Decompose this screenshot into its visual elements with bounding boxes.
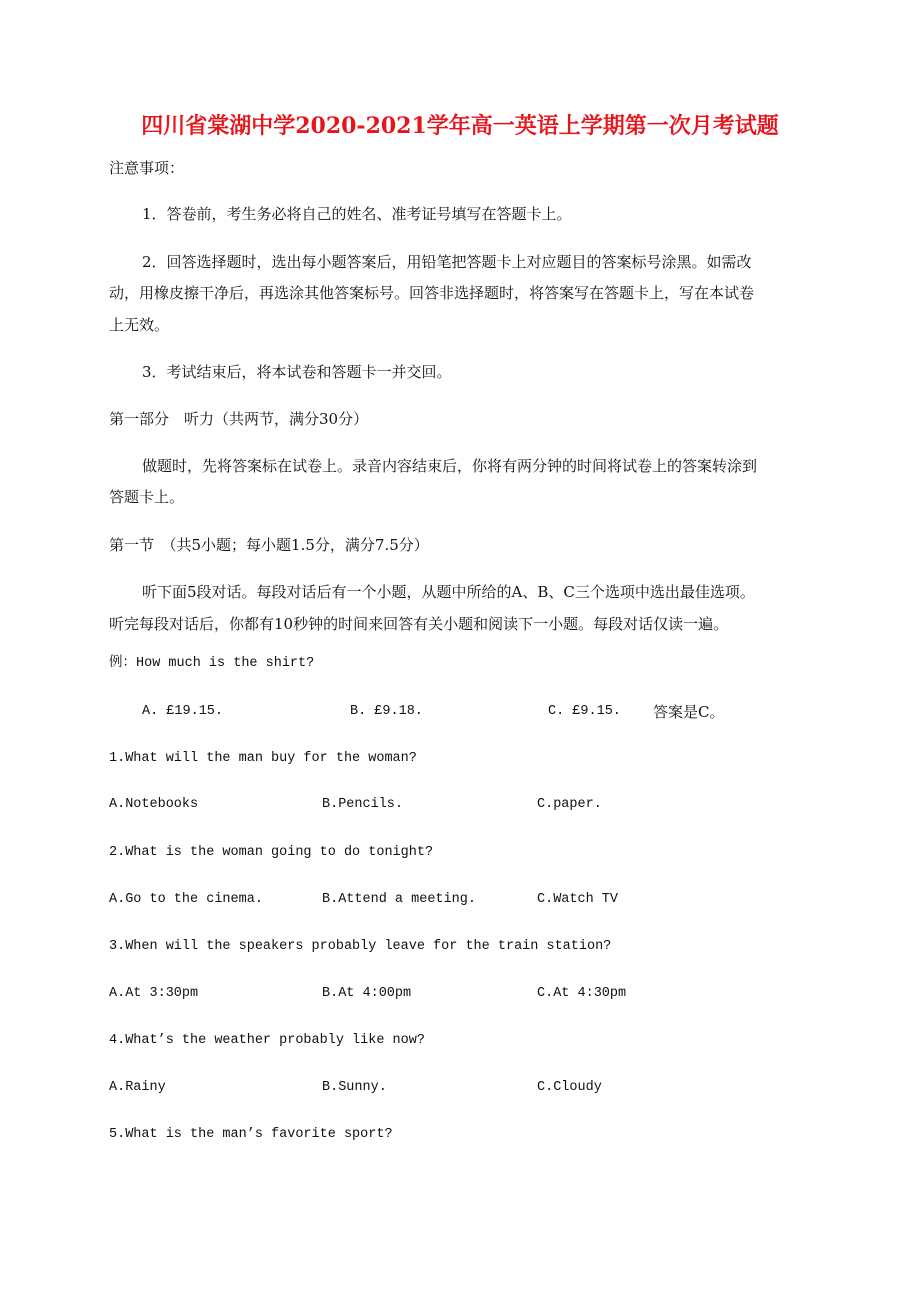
note-2-line-2: 动，用橡皮擦干净后，再选涂其他答案标号。回答非选择题时，将答案写在答题卡上，写在本试卷	[109, 284, 755, 302]
note-2-line-1: 2．回答选择题时，选出每小题答案后，用铅笔把答题卡上对应题目的答案标号涂黑。如需改	[142, 253, 752, 271]
part1-instructions-line-1: 做题时，先将答案标在试卷上。录音内容结束后，你将有两分钟的时间将试卷上的答案转涂到	[142, 457, 758, 475]
q1-option-c: C.paper.	[537, 797, 602, 812]
section1-heading: 第一节 （共5小题；每小题1.5分，满分7.5分）	[109, 536, 429, 554]
note-1: 1．答卷前，考生务必将自己的姓名、准考证号填写在答题卡上。	[142, 205, 572, 223]
example-option-b: B. £9.18.	[350, 704, 423, 719]
q3-option-a: A.At 3:30pm	[109, 986, 199, 1001]
document-title: 四川省棠湖中学2020-2021学年高一英语上学期第一次月考试题	[141, 113, 779, 139]
q4-option-b: B.Sunny.	[322, 1080, 387, 1095]
example-option-a: A. £19.15.	[142, 704, 224, 719]
question-5: 5.What is the man’s favorite sport?	[109, 1127, 393, 1142]
q3-option-b: B.At 4:00pm	[322, 986, 412, 1001]
q2-option-c: C.Watch TV	[537, 892, 619, 907]
q4-option-c: C.Cloudy	[537, 1080, 602, 1095]
section1-instructions-line-2: 听完每段对话后，你都有10秒钟的时间来回答有关小题和阅读下一小题。每段对话仅读一遍。	[109, 615, 729, 633]
part1-instructions-line-2: 答题卡上。	[109, 488, 185, 506]
question-2: 2.What is the woman going to do tonight?	[109, 845, 434, 860]
q2-option-a: A.Go to the cinema.	[109, 892, 263, 907]
example-answer: 答案是C。	[653, 703, 725, 721]
question-3: 3.When will the speakers probably leave for the train station?	[109, 939, 612, 954]
q2-option-b: B.Attend a meeting.	[322, 892, 476, 907]
question-1: 1.What will the man buy for the woman?	[109, 751, 417, 766]
notes-heading: 注意事项：	[109, 159, 185, 177]
q4-option-a: A.Rainy	[109, 1080, 166, 1095]
q3-option-c: C.At 4:30pm	[537, 986, 627, 1001]
q1-option-a: A.Notebooks	[109, 797, 199, 812]
question-4: 4.What’s the weather probably like now?	[109, 1033, 425, 1048]
note-2-line-3: 上无效。	[109, 316, 170, 334]
section1-instructions-line-1: 听下面5段对话。每段对话后有一个小题，从题中所给的A、B、C三个选项中选出最佳选项。	[142, 583, 755, 601]
example-question: 例：How much is the shirt?	[109, 656, 315, 671]
q1-option-b: B.Pencils.	[322, 797, 404, 812]
note-3: 3．考试结束后，将本试卷和答题卡一并交回。	[142, 363, 452, 381]
part1-heading: 第一部分 听力（共两节，满分30分）	[109, 410, 369, 428]
example-option-c: C. £9.15.	[548, 704, 621, 719]
